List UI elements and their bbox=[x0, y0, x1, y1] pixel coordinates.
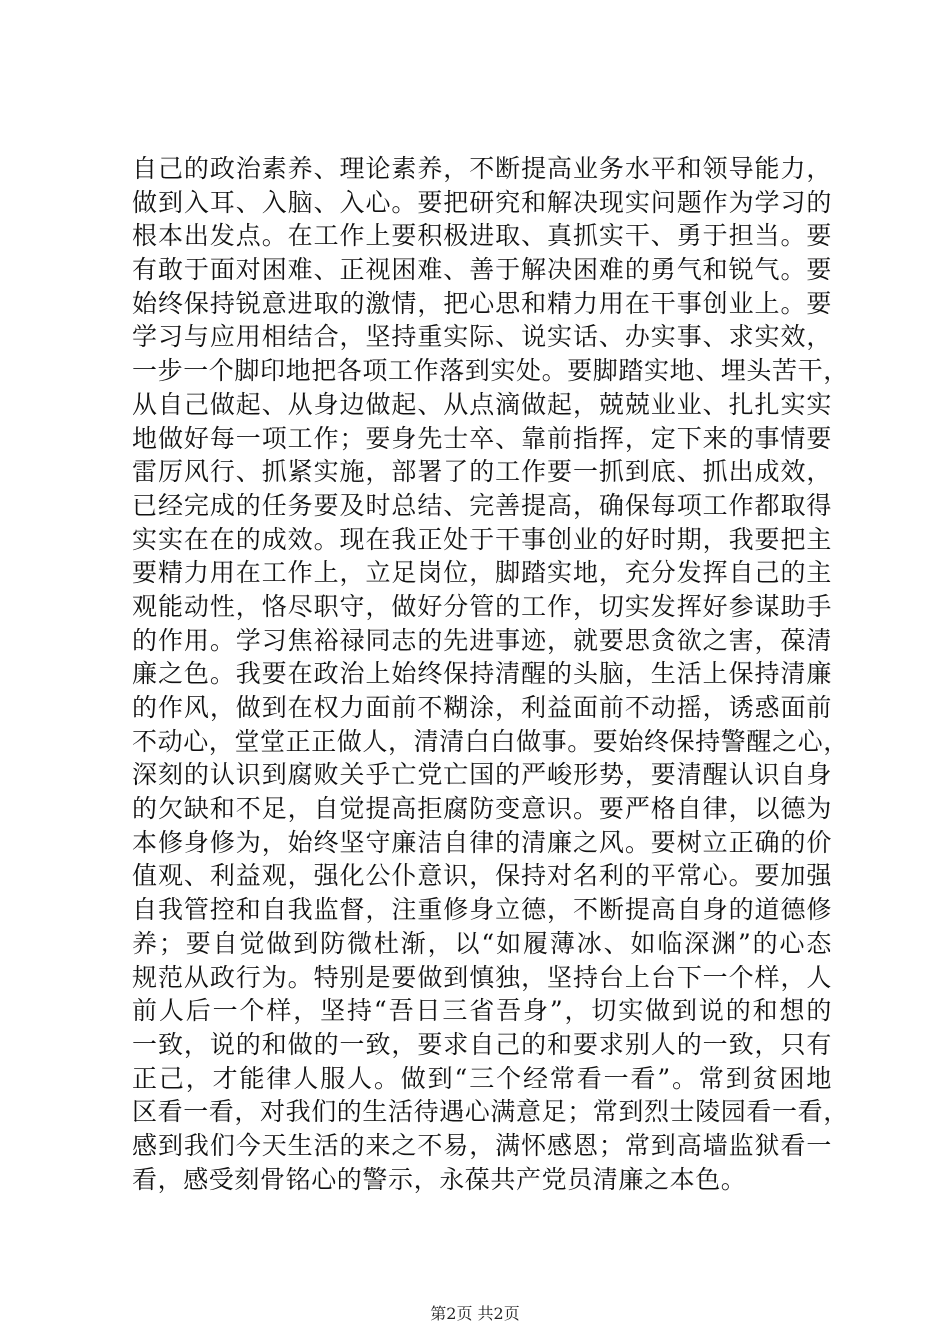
text-line: 看，感受刻骨铭心的警示，永葆共产党员清廉之本色。 bbox=[132, 1164, 747, 1194]
text-line: 正己，才能律人服人。做到“三个经常看一看”。常到贫困地 bbox=[132, 1063, 832, 1093]
text-line: 廉之色。我要在政治上始终保持清醒的头脑，生活上保持清廉 bbox=[132, 659, 832, 689]
text-line: 的作风，做到在权力面前不糊涂，利益面前不动摇，诱惑面前 bbox=[132, 693, 832, 722]
text-line: 深刻的认识到腐败关乎亡党亡国的严峻形势，要清醒认识自身 bbox=[132, 760, 832, 790]
text-line: 雷厉风行、抓紧实施，部署了的工作要一抓到底、抓出成效， bbox=[132, 457, 832, 487]
text-line: 自己的政治素养、理论素养，不断提高业务水平和领导能力， bbox=[132, 154, 832, 183]
text-line: 学习与应用相结合，坚持重实际、说实话、办实事、求实效， bbox=[132, 322, 832, 352]
text-line: 的作用。学习焦裕禄同志的先进事迹，就要思贪欲之害，葆清 bbox=[132, 625, 832, 655]
text-line: 地做好每一项工作；要身先士卒、靠前指挥，定下来的事情要 bbox=[132, 423, 832, 453]
text-line: 自我管控和自我监督，注重修身立德，不断提高自身的道德修 bbox=[132, 895, 832, 925]
text-line: 规范从政行为。特别是要做到慎独，坚持台上台下一个样，人 bbox=[132, 962, 832, 992]
text-line: 值观、利益观，强化公仆意识，保持对名利的平常心。要加强 bbox=[132, 861, 832, 891]
page-footer: 第2页 共2页 bbox=[430, 1304, 520, 1323]
text-line: 一致，说的和做的一致，要求自己的和要求别人的一致，只有 bbox=[132, 1029, 832, 1059]
text-line: 始终保持锐意进取的激情，把心思和精力用在干事创业上。要 bbox=[132, 288, 832, 318]
text-line: 的欠缺和不足，自觉提高拒腐防变意识。要严格自律，以德为 bbox=[132, 794, 832, 824]
text-line: 一步一个脚印地把各项工作落到实处。要脚踏实地、埋头苦干， bbox=[132, 356, 849, 386]
text-line: 已经完成的任务要及时总结、完善提高，确保每项工作都取得 bbox=[132, 490, 832, 520]
body-text bbox=[132, 152, 849, 1196]
text-line: 前人后一个样，坚持“吾日三省吾身”，切实做到说的和想的 bbox=[132, 996, 832, 1026]
text-line: 养；要自觉做到防微杜渐，以“如履薄冰、如临深渊”的心态 bbox=[132, 928, 832, 958]
text-line: 感到我们今天生活的来之不易，满怀感恩；常到高墙监狱看一 bbox=[132, 1130, 832, 1160]
text-line: 观能动性，恪尽职守，做好分管的工作，切实发挥好参谋助手 bbox=[132, 591, 832, 621]
text-line: 不动心，堂堂正正做人，清清白白做事。要始终保持警醒之心， bbox=[132, 726, 849, 756]
text-line: 有敢于面对困难、正视困难、善于解决困难的勇气和锐气。要 bbox=[132, 255, 832, 285]
text-line: 实实在在的成效。现在我正处于干事创业的好时期，我要把主 bbox=[132, 524, 832, 554]
text-line: 本修身修为，始终坚守廉洁自律的清廉之风。要树立正确的价 bbox=[132, 827, 832, 857]
text-line: 做到入耳、入脑、入心。要把研究和解决现实问题作为学习的 bbox=[132, 187, 832, 217]
text-line: 根本出发点。在工作上要积极进取、真抓实干、勇于担当。要 bbox=[132, 221, 832, 251]
text-line: 区看一看，对我们的生活待遇心满意足；常到烈士陵园看一看， bbox=[132, 1097, 849, 1127]
text-line: 从自己做起、从身边做起、从点滴做起，兢兢业业、扎扎实实 bbox=[132, 389, 832, 419]
text-line: 要精力用在工作上，立足岗位，脚踏实地，充分发挥自己的主 bbox=[132, 558, 832, 588]
